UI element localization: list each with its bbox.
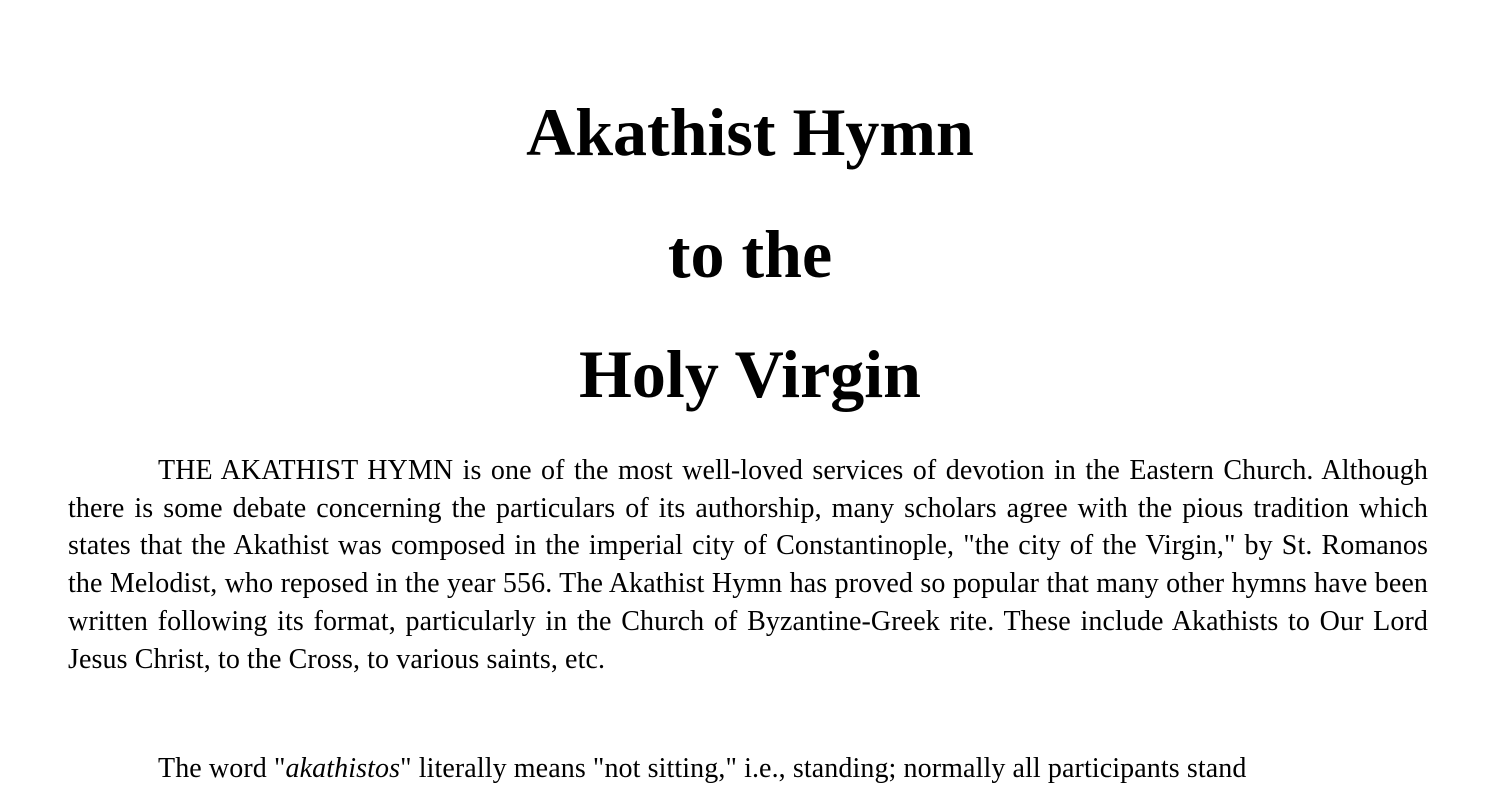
etymology-paragraph (68, 750, 1428, 785)
intro-paragraph: THE AKATHIST HYMN is one of the most well-loved services of devotion in the Eastern Church. Although there is some debate concerning the particulars of its authorship, many scholars agree with the pious tradition which states that the Akathist was composed in the imperial city of Constantinople, "the city of the Virgin," by St. Romanos the Melodist, who reposed in the year 556. The Akathist Hymn has proved so popular that many other hymns have been written following its format, particularly in the Church of Byzantine-Greek rite. These include Akathists to Our Lord Jesus Christ, to the Cross, to various saints, etc. (68, 455, 1428, 675)
title-line-3: Holy Virgin (579, 336, 921, 412)
title-line-1: Akathist Hymn (526, 94, 974, 170)
etymology-text-end: " literally means "not sitting," i.e., standing; normally all participants stand (400, 753, 1247, 784)
etymology-text-start: The word " (158, 753, 286, 784)
title-line-2: to the (667, 216, 833, 292)
etymology-italic-word: akathistos (285, 753, 401, 784)
